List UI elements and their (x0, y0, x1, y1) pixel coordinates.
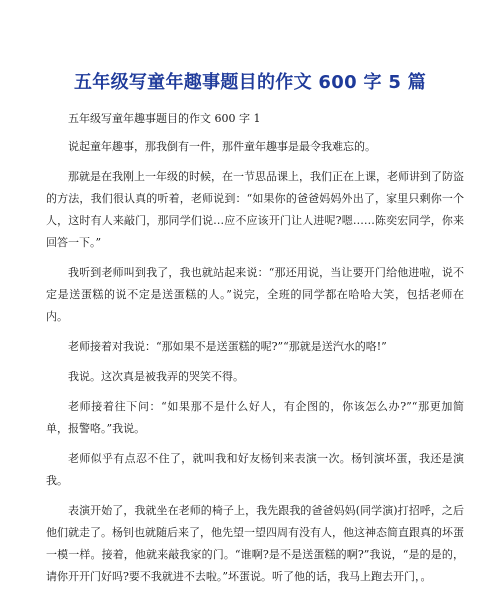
paragraph-subtitle: 五年级写童年趣事题目的作文 600 字 1 (68, 112, 261, 125)
document-title: 五年级写童年趣事题目的作文 600 字 5 篇 (73, 72, 427, 93)
paragraph: 我说。这次真是被我弄的哭笑不得。 (68, 370, 244, 383)
paragraph: 老师接着往下问：“如果那不是什么好人，有企图的，你该怎么办?”“那更加简单，报警咯。”我说。 (46, 400, 464, 435)
paragraph: 说起童年趣事，那我倒有一件，那件童年趣事是最令我难忘的。 (68, 140, 376, 153)
paragraph: 我听到老师叫到我了，我也就站起来说：“那还用说，当让要开门给他进啦，说不定是送蛋糕的说不定是送蛋糕的人。”说完，全班的同学都在哈哈大笑，包括老师在内。 (46, 266, 464, 323)
paragraph: 老师似乎有点忍不住了，就叫我和好友杨钊来表演一次。杨钊演坏蛋，我还是演我。 (46, 452, 464, 487)
paragraph: 老师接着对我说：“那如果不是送蛋糕的呢?”“那就是送汽水的咯!” (68, 340, 387, 353)
document-body (46, 108, 464, 596)
paragraph: 表演开始了，我就坐在老师的椅子上，我先跟我的爸爸妈妈(同学演)打招呼，之后他们就走了。杨钊也就随后来了，他先望一望四周有没有人，他这神态简直跟真的坏蛋一模一样。接着，他就来敲我家的门。“谁啊?是不是送蛋糕的啊?”我说，“是的是的，请你开开门好吗?要不我就进不去啦。”坏蛋说。听了他的话，我马上跑去开门，。 (46, 504, 464, 583)
paragraph: 那就是在我刚上一年级的时候，在一节思品课上，我们正在上课，老师讲到了防盗的方法，我们很认真的听着，老师说到：“如果你的爸爸妈妈外出了，家里只剩你一个人，这时有人来敲门，那同学们说…应不应该开门让人进呢?嗯……陈奕宏同学，你来回答一下。” (46, 170, 464, 249)
